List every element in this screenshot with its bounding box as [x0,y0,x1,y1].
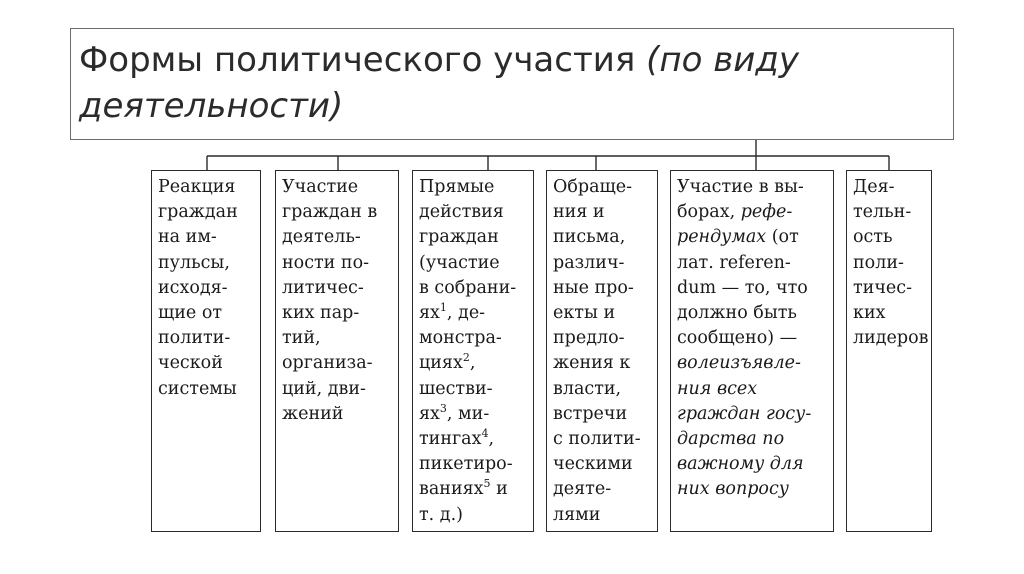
form-text: Участие граждан в деятель- ности по- литичес- ких пар- тий, организа- ций, дви- жений [282,177,378,424]
text-segment: , ми- тингах [419,403,490,450]
title-main: Формы политического участия [79,40,647,80]
form-text [677,175,829,503]
footnote-3: 3 [439,402,447,415]
footnote-4: 4 [481,427,489,441]
form-text: Обраще- ния и письма, различ- ные про- екты и предло- жения к власти, встречи с полити- ческими деяте- лями [553,177,641,525]
form-box-direct-actions [412,170,534,532]
form-box-parties [275,170,399,532]
text-segment: , пикетиро- ваниях [419,429,513,500]
text-segment: (от лат. referen- dum — то, что должно быть сообщено) — [677,227,808,349]
italic-segment: рефе- рендумах [677,202,793,248]
form-box-leaders [846,170,932,532]
italic-segment: волеизъявле- ния всех граждан госу- дарства по важному для них вопросу [677,353,812,500]
text-segment: Участие в вы- борах, [677,177,804,223]
footnote-2: 2 [462,351,470,365]
form-text [419,175,529,528]
text-segment: Прямые действия граждан (участие в собрани- ях [419,177,517,324]
footnote-5: 5 [483,477,491,491]
title-italic: (по виду деятельности) [79,40,800,126]
text-segment: и т. д.) [419,479,508,525]
form-box-elections [670,170,834,532]
form-text: Реакция граждан на им- пульсы, исходя- щие от полити- ческой системы [158,177,238,399]
text-segment: , шестви- ях [419,353,493,424]
footnote-1: 1 [439,301,447,315]
form-box-reaction [151,170,261,532]
text-segment: , де- монстра- циях [419,303,502,374]
form-box-appeals [546,170,658,532]
form-text: Дея- тельн- ость поли- тичес- ких лидеров [853,177,929,349]
